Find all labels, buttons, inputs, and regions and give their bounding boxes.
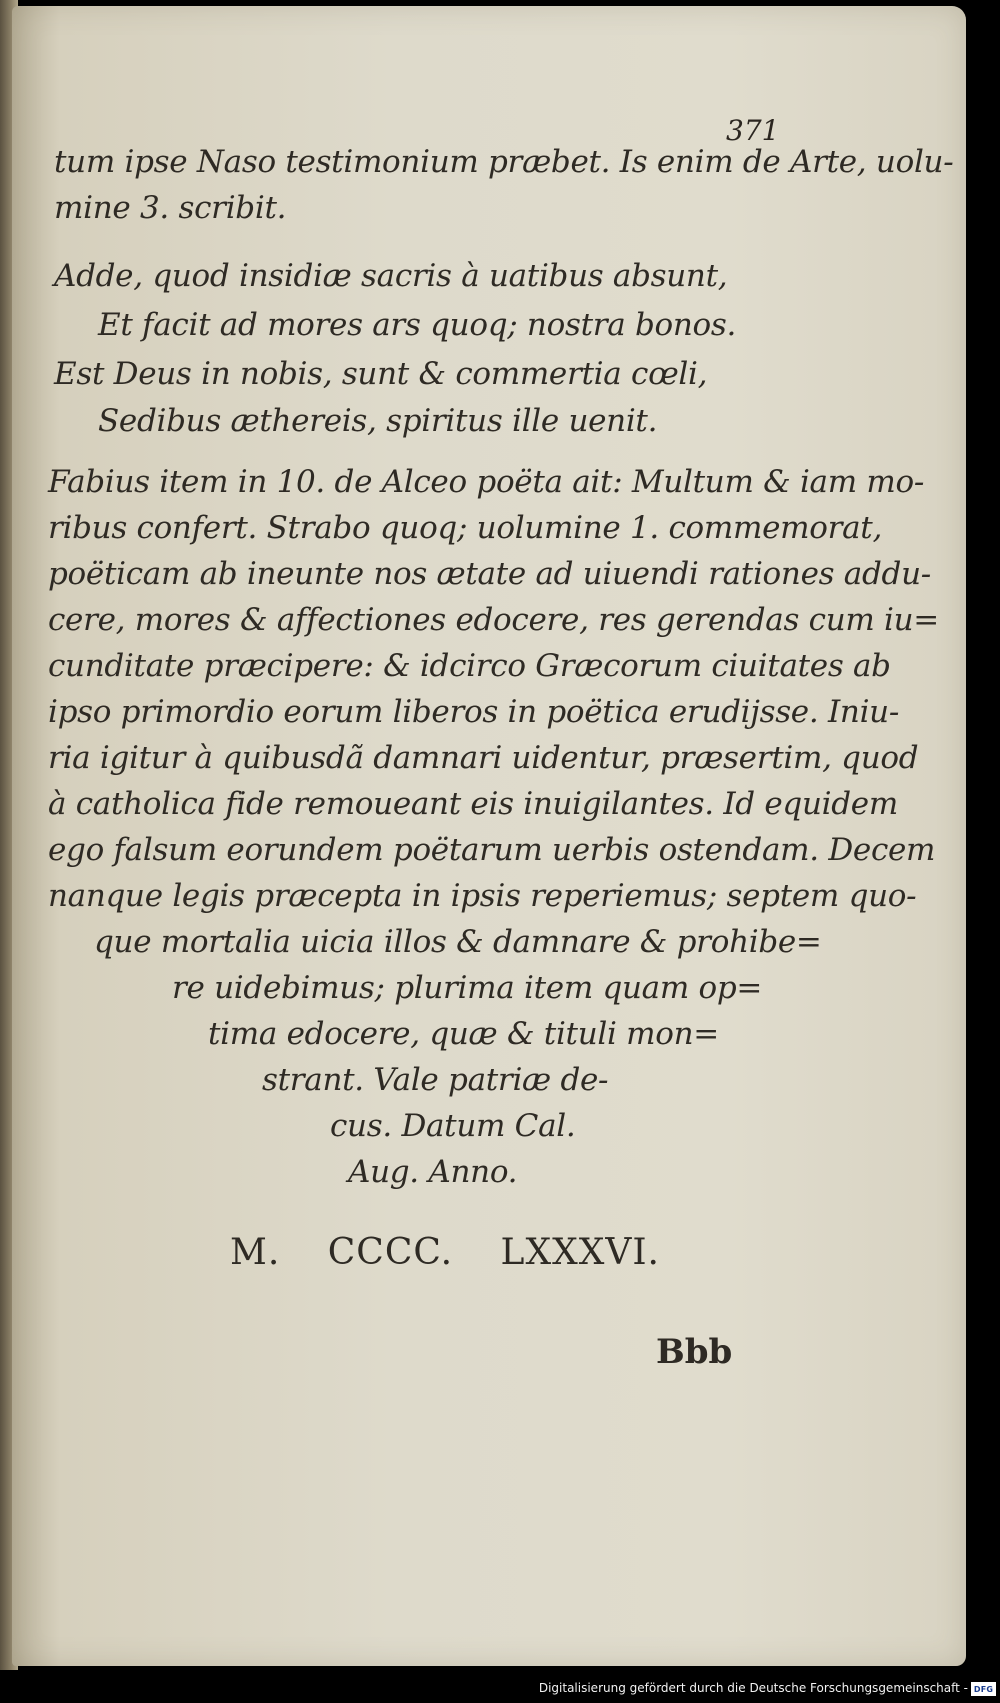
text-line: mine 3. scribit.	[54, 190, 287, 226]
text-line: tum ipse Naso testimonium præbet. Is enim de Arte, uolu-	[54, 144, 954, 180]
text-line: re uidebimus; plurima item quam op=	[172, 970, 763, 1006]
date-part: CCCC.	[327, 1232, 454, 1273]
text-line: ribus confert. Strabo quoq; uolumine 1. commemorat,	[48, 510, 883, 546]
text-line: Aug. Anno.	[348, 1154, 518, 1190]
verse-line: Et facit ad mores ars quoq; nostra bonos.	[98, 307, 737, 343]
page-number: 371	[726, 114, 780, 147]
signature-mark: Bbb	[656, 1332, 733, 1372]
text-line: poëticam ab ineunte nos ætate ad uiuendi rationes addu-	[48, 556, 931, 592]
verse-line: Sedibus æthereis, spiritus ille uenit.	[98, 403, 658, 439]
date-line	[230, 1232, 660, 1273]
text-line: cere, mores & affectiones edocere, res gerendas cum iu=	[48, 602, 939, 638]
text-line: cus. Datum Cal.	[330, 1108, 576, 1144]
date-part: LXXXVI.	[500, 1232, 660, 1273]
date-part: M.	[230, 1232, 281, 1273]
text-line: que mortalia uicia illos & damnare & prohibe=	[94, 924, 822, 960]
text-line: Fabius item in 10. de Alceo poëta ait: Multum & iam mo-	[48, 464, 925, 500]
text-line: à catholica fide remoueant eis inuigilantes. Id equidem	[48, 786, 898, 822]
text-line: cunditate præcipere: & idcirco Græcorum ciuitates ab	[48, 648, 891, 684]
scanned-page	[12, 6, 966, 1666]
text-line: ego falsum eorundem poëtarum uerbis ostendam. Decem	[48, 832, 936, 868]
verse-line: Est Deus in nobis, sunt & commertia cœli,	[54, 356, 708, 392]
text-line: nanque legis præcepta in ipsis reperiemus; septem quo-	[48, 878, 917, 914]
text-line: ria igitur à quibusdã damnari uidentur, præsertim, quod	[48, 740, 919, 776]
verse-line: Adde, quod insidiæ sacris à uatibus absunt,	[54, 258, 728, 294]
text-line: ipso primordio eorum liberos in poëtica erudijsse. Iniu-	[48, 694, 900, 730]
footer-bar	[0, 1678, 1000, 1703]
funding-credit: Digitalisierung gefördert durch die Deutsche Forschungsgemeinschaft -	[538, 1681, 968, 1695]
text-line: strant. Vale patriæ de-	[262, 1062, 609, 1098]
text-line: tima edocere, quæ & tituli mon=	[208, 1016, 719, 1052]
dfg-logo-icon: DFG	[971, 1682, 996, 1696]
